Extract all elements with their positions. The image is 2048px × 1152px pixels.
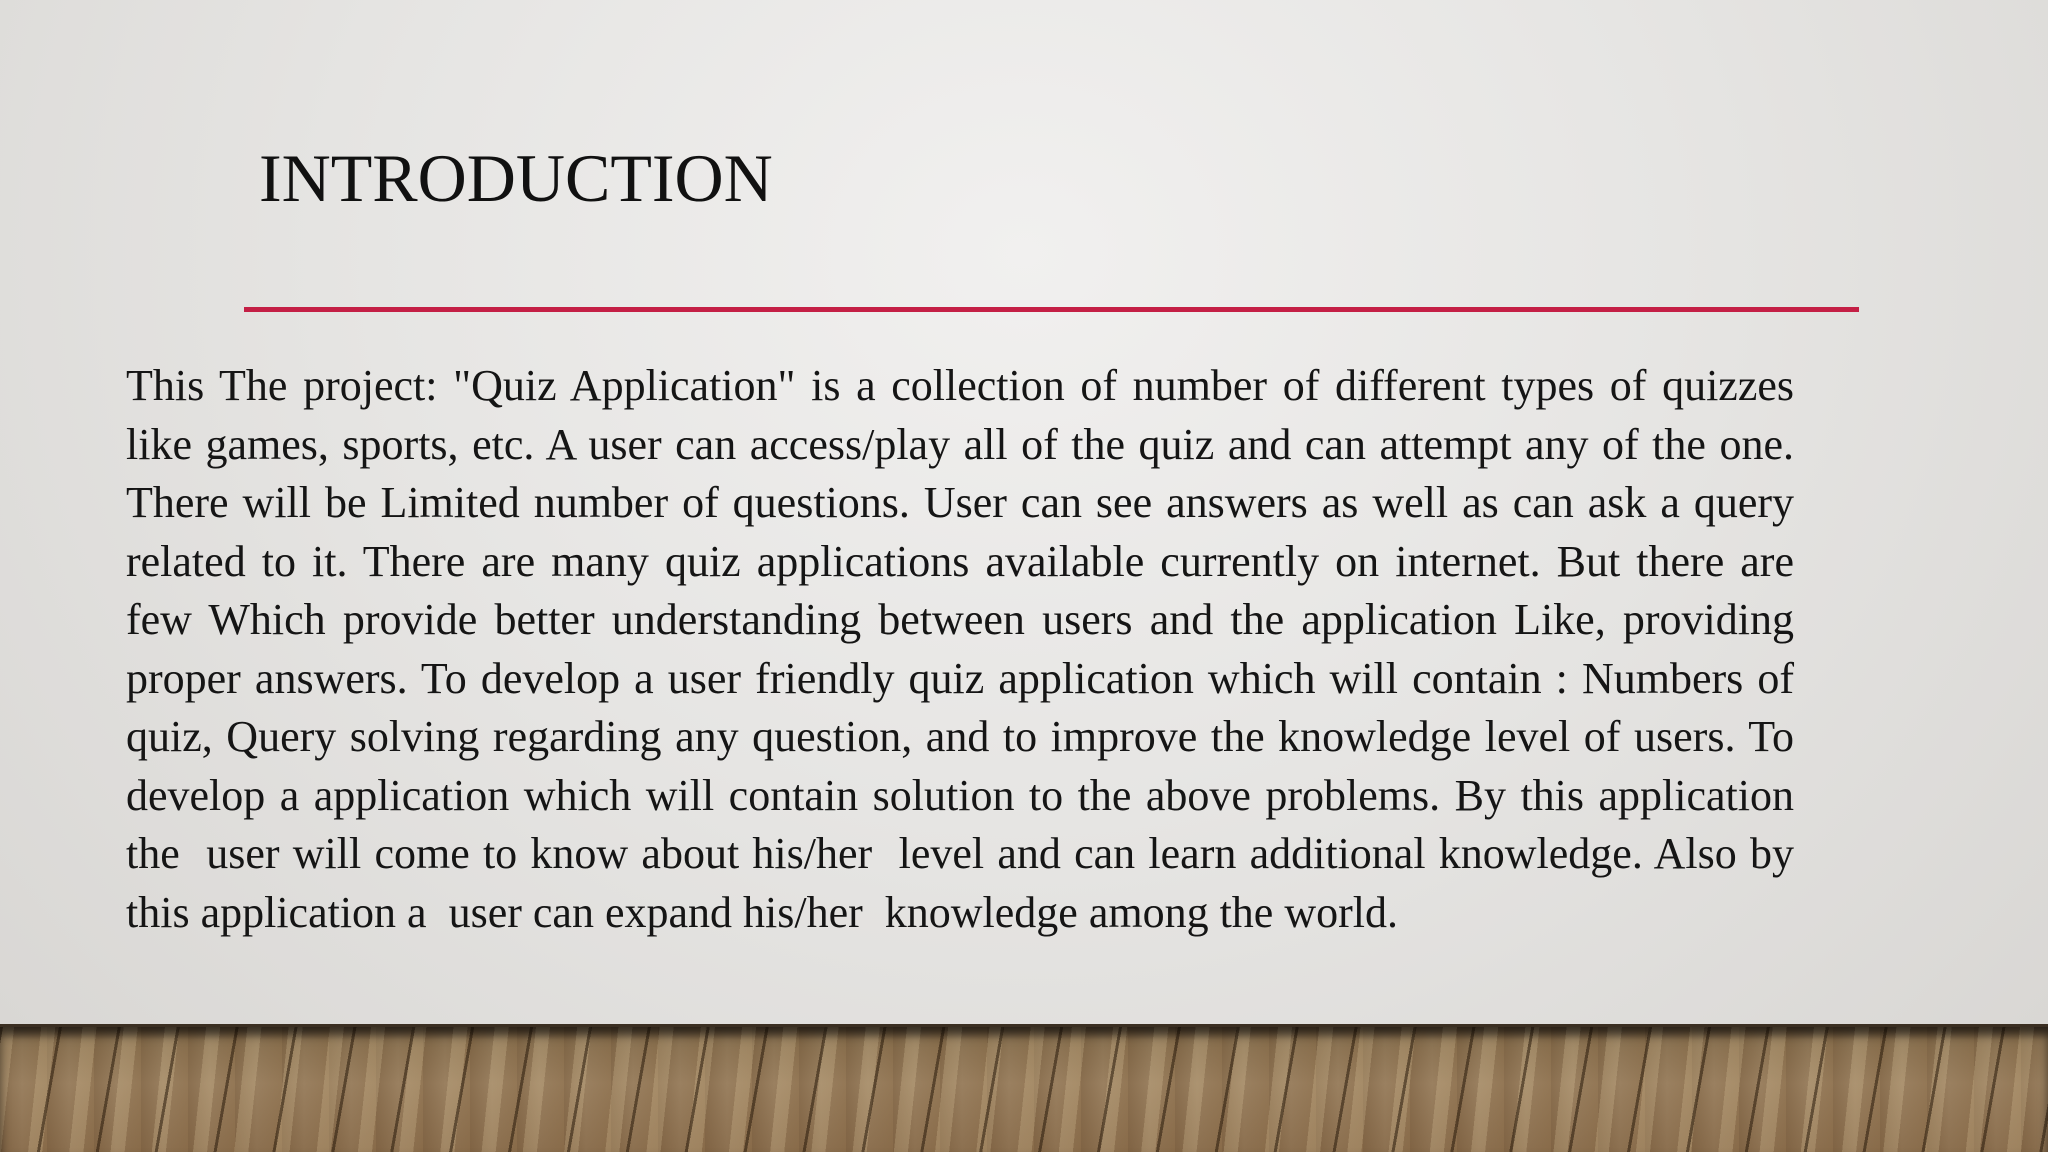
wooden-floor-background <box>0 1027 2048 1152</box>
slide-title: INTRODUCTION <box>259 140 773 216</box>
title-divider-rule <box>244 307 1859 312</box>
slide-body-text: This The project: "Quiz Application" is a collection of number of different types of quizzes like games, sports, etc. A user can access/play all of the quiz and can attempt any of the one. There will be Limited number of questions. User can see answers as well as can ask a query related to it. There are many quiz applications available currently on internet. But there are few Which provide better understanding between users and the application Like, providing proper answers. To develop a user friendly quiz application which will contain : Numbers of quiz, Query solving regarding any question, and to improve the knowledge level of users. To develop a application which will contain solution to the above problems. By this application the user will come to know about his/her level and can learn additional knowledge. Also by this application a user can expand his/her knowledge among the world. <box>126 361 1805 937</box>
